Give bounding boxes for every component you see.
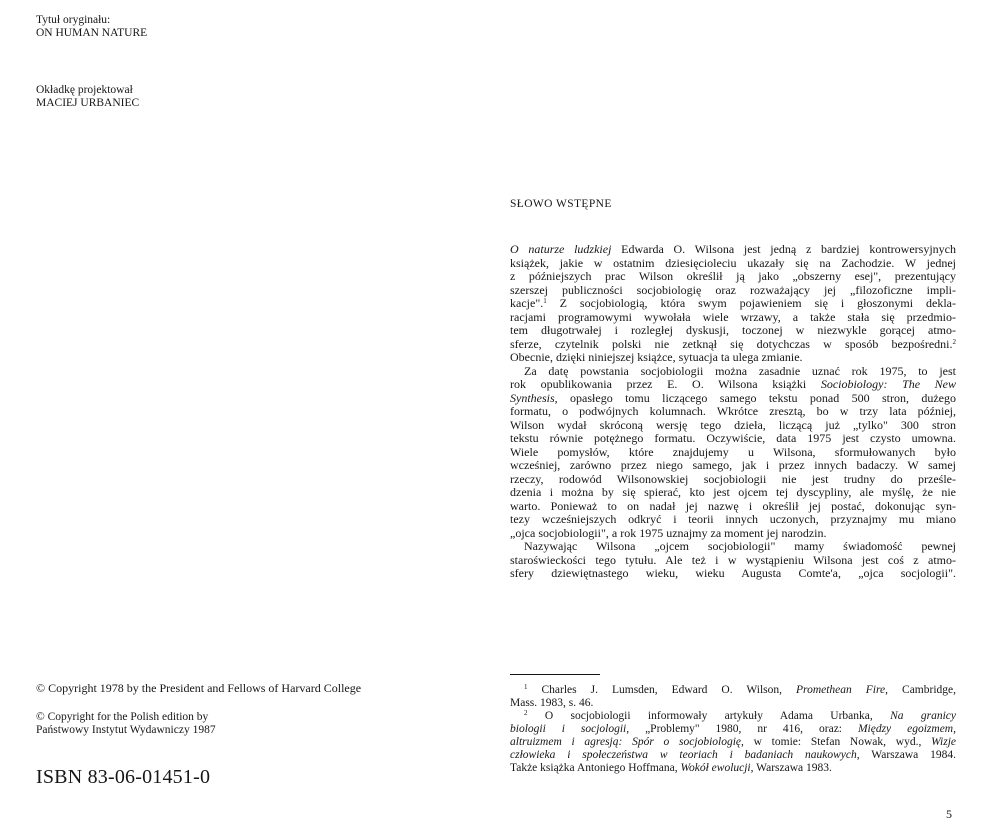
body-text: tezy wcześniejszych odkryć i teorii innych uczonych, przyznajmy mu miano	[510, 512, 956, 526]
copyright-original-text: © Copyright 1978 by the President and Fellows of Harvard College	[36, 681, 362, 695]
body-text: sfery dziewiętnastego wieku, wieku Augusta Comte'a, „ojca socjologii".	[510, 566, 956, 580]
footnote-1-line-2: Mass. 1983, s. 46.	[510, 697, 594, 709]
body-line	[510, 527, 956, 541]
copyright-polish-line-2: Państwowy Instytut Wydawniczy 1987	[36, 724, 216, 736]
body-line	[510, 270, 956, 284]
footnote-2-title-a: Na granicy	[890, 710, 956, 722]
copyright-polish-line-1: © Copyright for the Polish edition by	[36, 711, 209, 723]
footnote-2-line-1	[510, 710, 956, 723]
footnote-reference: 1	[543, 297, 547, 305]
footnotes	[510, 684, 956, 775]
body-text: z późniejszych prac Wilson określił ją jako „obszerny esej", prezentujący	[510, 269, 956, 283]
copyright-original	[36, 681, 361, 695]
original-title: ON HUMAN NATURE	[36, 27, 148, 39]
footnote-2-title-c: Między egoizmem,	[857, 723, 956, 735]
footnote-2-title-d: altruizmem i agresją: Spór o socjobiologię	[510, 736, 742, 748]
body-line	[510, 338, 956, 352]
footnote-2-line-4	[510, 749, 956, 762]
body-line	[510, 432, 956, 446]
body-text: staroświeckości tego tytułu. Ale też i w wystąpieniu Wilsona jest coś z atmo-	[510, 552, 956, 567]
body-text: Obecnie, dzięki niniejszej książce, sytuacja ta ulega zmianie.	[510, 350, 803, 364]
body-line	[510, 324, 956, 338]
footnote-2-line-3	[510, 736, 956, 749]
original-title-label: Tytuł oryginału:	[36, 14, 111, 26]
footnote-1-line-1	[510, 684, 956, 697]
body-text: , opasłego tomu liczącego samego tekstu ponad 500 stron, dużego	[554, 390, 956, 405]
footnote-1-text: Charles J. Lumsden, Edward O. Wilson,	[541, 684, 796, 696]
chapter-heading: SŁOWO WSTĘPNE	[510, 198, 612, 210]
body-text: wcześniej, zarówno przez niego samego, jak i przez innych badaczy. W samej	[510, 458, 956, 472]
body-line	[510, 419, 956, 433]
footnote-2-title-e: Wizje	[931, 736, 956, 748]
body-line	[510, 392, 956, 406]
footnote-2-text-e: Także książka Antoniego Hoffmana,	[510, 762, 681, 774]
body-text: dzenia i można by się spierać, kto jest ojcem tej dyscypliny, ale myślę, że nie	[510, 485, 956, 499]
footnote-rule	[510, 674, 600, 675]
footnote-2-line-2	[510, 723, 956, 736]
body-text: książek, jakie w ostatnim dziesięcioleciu ukazały się na Zachodzie. W jednej	[510, 255, 956, 270]
body-line	[510, 486, 956, 500]
footnote-2-line-5	[510, 762, 956, 775]
body-text: formatu, o podwójnych kolumnach. Wkrótce zresztą, bo w trzy lata później,	[510, 404, 956, 418]
body-line	[510, 378, 956, 392]
footnote-reference: 2	[952, 337, 956, 346]
page-number: 5	[946, 807, 952, 821]
cover-designer-block	[36, 84, 139, 110]
body-text: sferze, czytelnik polski nie zetknął się dotychczas w sposób bezpośredni.	[510, 336, 953, 351]
body-text: warto. Ponieważ to on nadał jej nazwę i określił jej postać, dokonując syn-	[510, 498, 956, 513]
body-line	[510, 365, 956, 379]
footnote-2-marker: 2	[524, 709, 528, 717]
footnote-1-title: Promethean Fire	[796, 684, 886, 696]
body-line	[510, 473, 956, 487]
body-text: „ojca socjobiologii", a rok 1975 uznajmy za moment jej narodzin.	[510, 525, 827, 540]
body-line	[510, 351, 956, 365]
body-line	[510, 513, 956, 527]
body-line	[510, 459, 956, 473]
body-italic-title: Synthesis	[510, 390, 555, 405]
body-text: Wilson wydał skróconą wersję tego dzieła, liczącą już „tylko" 300 stron	[510, 417, 956, 432]
body-line	[510, 554, 956, 568]
copyright-polish-block	[36, 711, 216, 737]
footnote-2-title-g: Wokół ewolucji	[680, 762, 751, 774]
body-line	[510, 284, 956, 298]
body-text: Nazywając Wilsona „ojcem socjobiologii" mamy świadomość pewnej	[524, 539, 956, 553]
footnote-2-text-d: , Warszawa 1984.	[856, 749, 956, 761]
body-text: Za datę powstania socjobiologii można zasadnie uznać rok 1975, to jest	[524, 363, 956, 378]
body-line	[510, 297, 956, 311]
footnote-2-text-c: , w tomie: Stefan Nowak, wyd.,	[741, 736, 932, 748]
footnote-2-title-f: człowieka i społeczeństwa w teoriach i badaniach naukowych	[510, 749, 857, 761]
body-text: tekstu równie potężnego formatu. Oczywiście, data 1975 jest czysto umowna.	[510, 431, 956, 445]
body-text: rzeczy, rodowód Wilsonowskiej socjobiologii nie jest trudny do prześle-	[510, 471, 956, 486]
body-text: rok opublikowania przez E. O. Wilsona książki	[510, 377, 821, 391]
original-title-block	[36, 14, 147, 40]
footnote-2-text-f: , Warszawa 1983.	[750, 762, 832, 774]
body-text: Wiele pomysłów, które znajdujemy u Wilsona, sformułowanych było	[510, 444, 956, 459]
body-line	[510, 500, 956, 514]
footnote-2-text-b: , „Problemy" 1980, nr 416, oraz:	[626, 723, 858, 735]
footnote-2-text: O socjobiologii informowały artykuły Adama Urbanka,	[544, 710, 891, 722]
body-line	[510, 243, 956, 257]
body-line	[510, 311, 956, 325]
footnote-1-marker: 1	[524, 683, 528, 691]
body-line	[510, 540, 956, 554]
body-text: tem długotrwałej i rozległej dyskusji, toczonej w niezwykle gorącej atmo-	[510, 323, 956, 337]
body-italic-title: O naturze ludzkiej	[510, 242, 612, 256]
chapter-body	[510, 243, 956, 581]
body-text: Edwarda O. Wilsona jest jedną z bardziej kontrowersyjnych	[611, 242, 956, 256]
body-text: Z socjobiologią, która swym pojawieniem się i głoszonymi dekla-	[546, 296, 956, 310]
body-text: kacje".	[510, 296, 544, 310]
body-text: szerszej publiczności socjobiologię oraz rozważający jej „filozoficzne impli-	[510, 282, 956, 297]
cover-label: Okładkę projektował	[36, 84, 133, 96]
footnote-2-title-b: biologii i socjologii	[510, 723, 627, 735]
body-line	[510, 257, 956, 271]
body-italic-title: Sociobiology: The New	[820, 377, 957, 391]
footnote-1-text-end: , Cambridge,	[885, 684, 956, 696]
isbn: ISBN 83-06-01451-0	[36, 766, 211, 788]
body-line	[510, 405, 956, 419]
cover-designer: MACIEJ URBANIEC	[36, 97, 140, 109]
body-text: racjami programowymi wywołała wiele wrzawy, a także stała się przedmio-	[510, 309, 956, 324]
body-line	[510, 567, 956, 581]
body-line	[510, 446, 956, 460]
